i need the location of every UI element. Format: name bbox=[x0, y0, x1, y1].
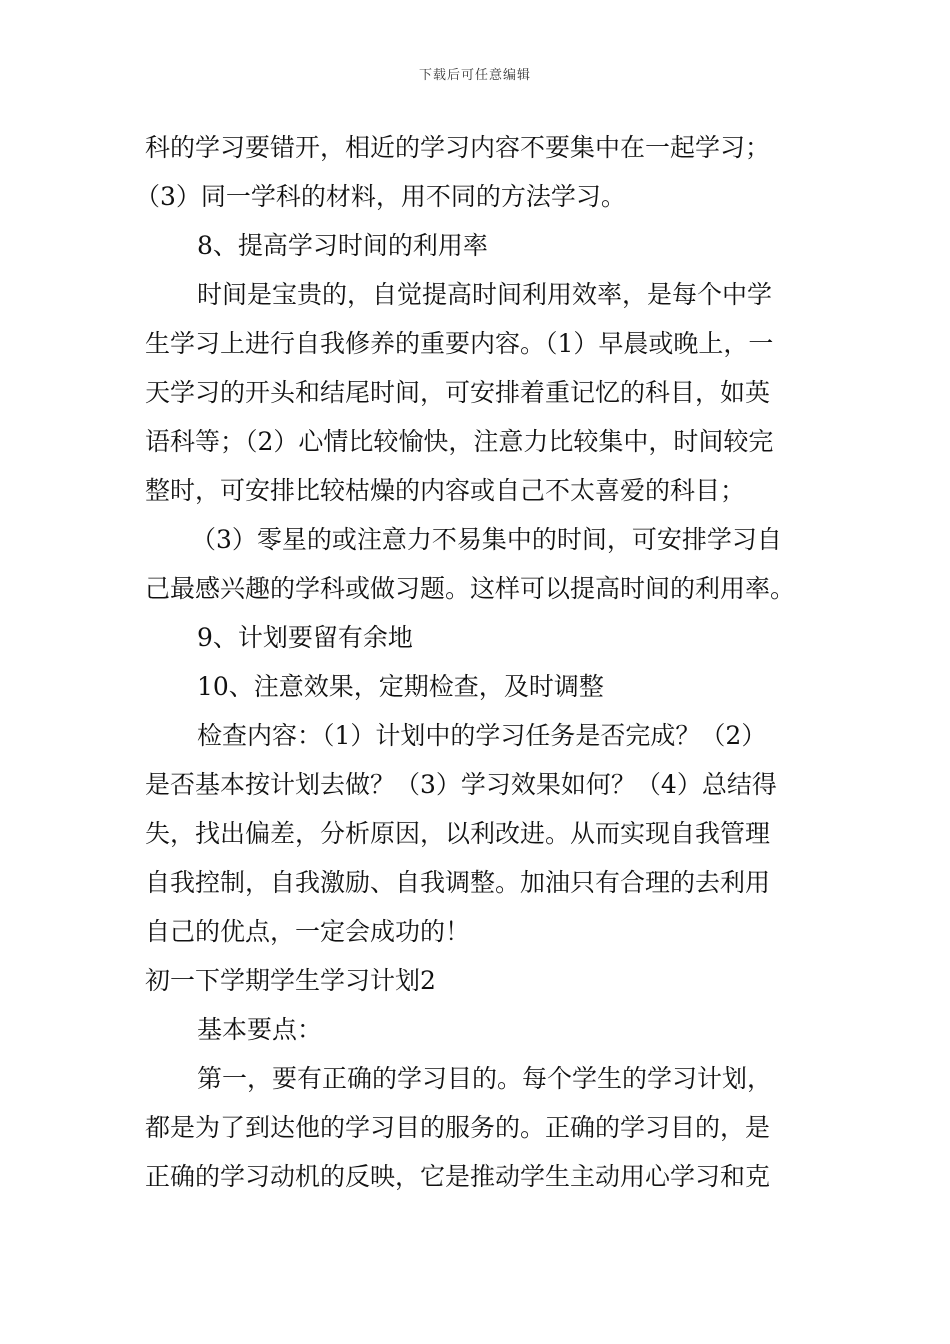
text-line: 是否基本按计划去做？（3）学习效果如何？（4）总结得 bbox=[145, 770, 777, 799]
text-line: 整时，可安排比较枯燥的内容或自己不太喜爱的科目； bbox=[145, 476, 746, 505]
text-line: 语科等；（2）心情比较愉快，注意力比较集中，时间较完 bbox=[145, 427, 774, 456]
paragraph-start: 第一，要有正确的学习目的。每个学生的学习计划， bbox=[197, 1064, 773, 1093]
text-line: 天学习的开头和结尾时间，可安排着重记忆的科目，如英 bbox=[145, 378, 771, 407]
text-line: （3）同一学科的材料，用不同的方法学习。 bbox=[135, 182, 626, 211]
text-line: 都是为了到达他的学习目的服务的。正确的学习目的，是 bbox=[145, 1113, 771, 1142]
text-line: 自己的优点，一定会成功的！ bbox=[145, 917, 471, 946]
text-line: 生学习上进行自我修养的重要内容。（1）早晨或晚上，一 bbox=[145, 329, 774, 358]
text-line: 科的学习要错开，相近的学习内容不要集中在一起学习； bbox=[145, 133, 771, 162]
section-heading: 8、提高学习时间的利用率 bbox=[197, 231, 488, 260]
section-heading: 10、注意效果，定期检查，及时调整 bbox=[197, 672, 604, 701]
text-line: 己最感兴趣的学科或做习题。这样可以提高时间的利用率。 bbox=[145, 574, 796, 603]
text-line: 正确的学习动机的反映，它是推动学生主动用心学习和克 bbox=[145, 1162, 771, 1191]
document-body bbox=[135, 123, 815, 1201]
text-line: 自我控制，自我激励、自我调整。加油只有合理的去利用 bbox=[145, 868, 771, 897]
page-header: 下载后可任意编辑 bbox=[418, 68, 531, 83]
paragraph-start: （3）零星的或注意力不易集中的时间，可安排学习自 bbox=[191, 525, 782, 554]
paragraph-start: 时间是宝贵的，自觉提高时间利用效率，是每个中学 bbox=[197, 280, 773, 309]
paragraph-start: 检查内容：（1）计划中的学习任务是否完成？（2） bbox=[197, 721, 767, 750]
section-heading: 基本要点： bbox=[197, 1015, 323, 1044]
document-subtitle: 初一下学期学生学习计划2 bbox=[145, 966, 436, 995]
text-line: 失，找出偏差，分析原因，以利改进。从而实现自我管理 bbox=[145, 819, 771, 848]
section-heading: 9、计划要留有余地 bbox=[197, 623, 413, 652]
